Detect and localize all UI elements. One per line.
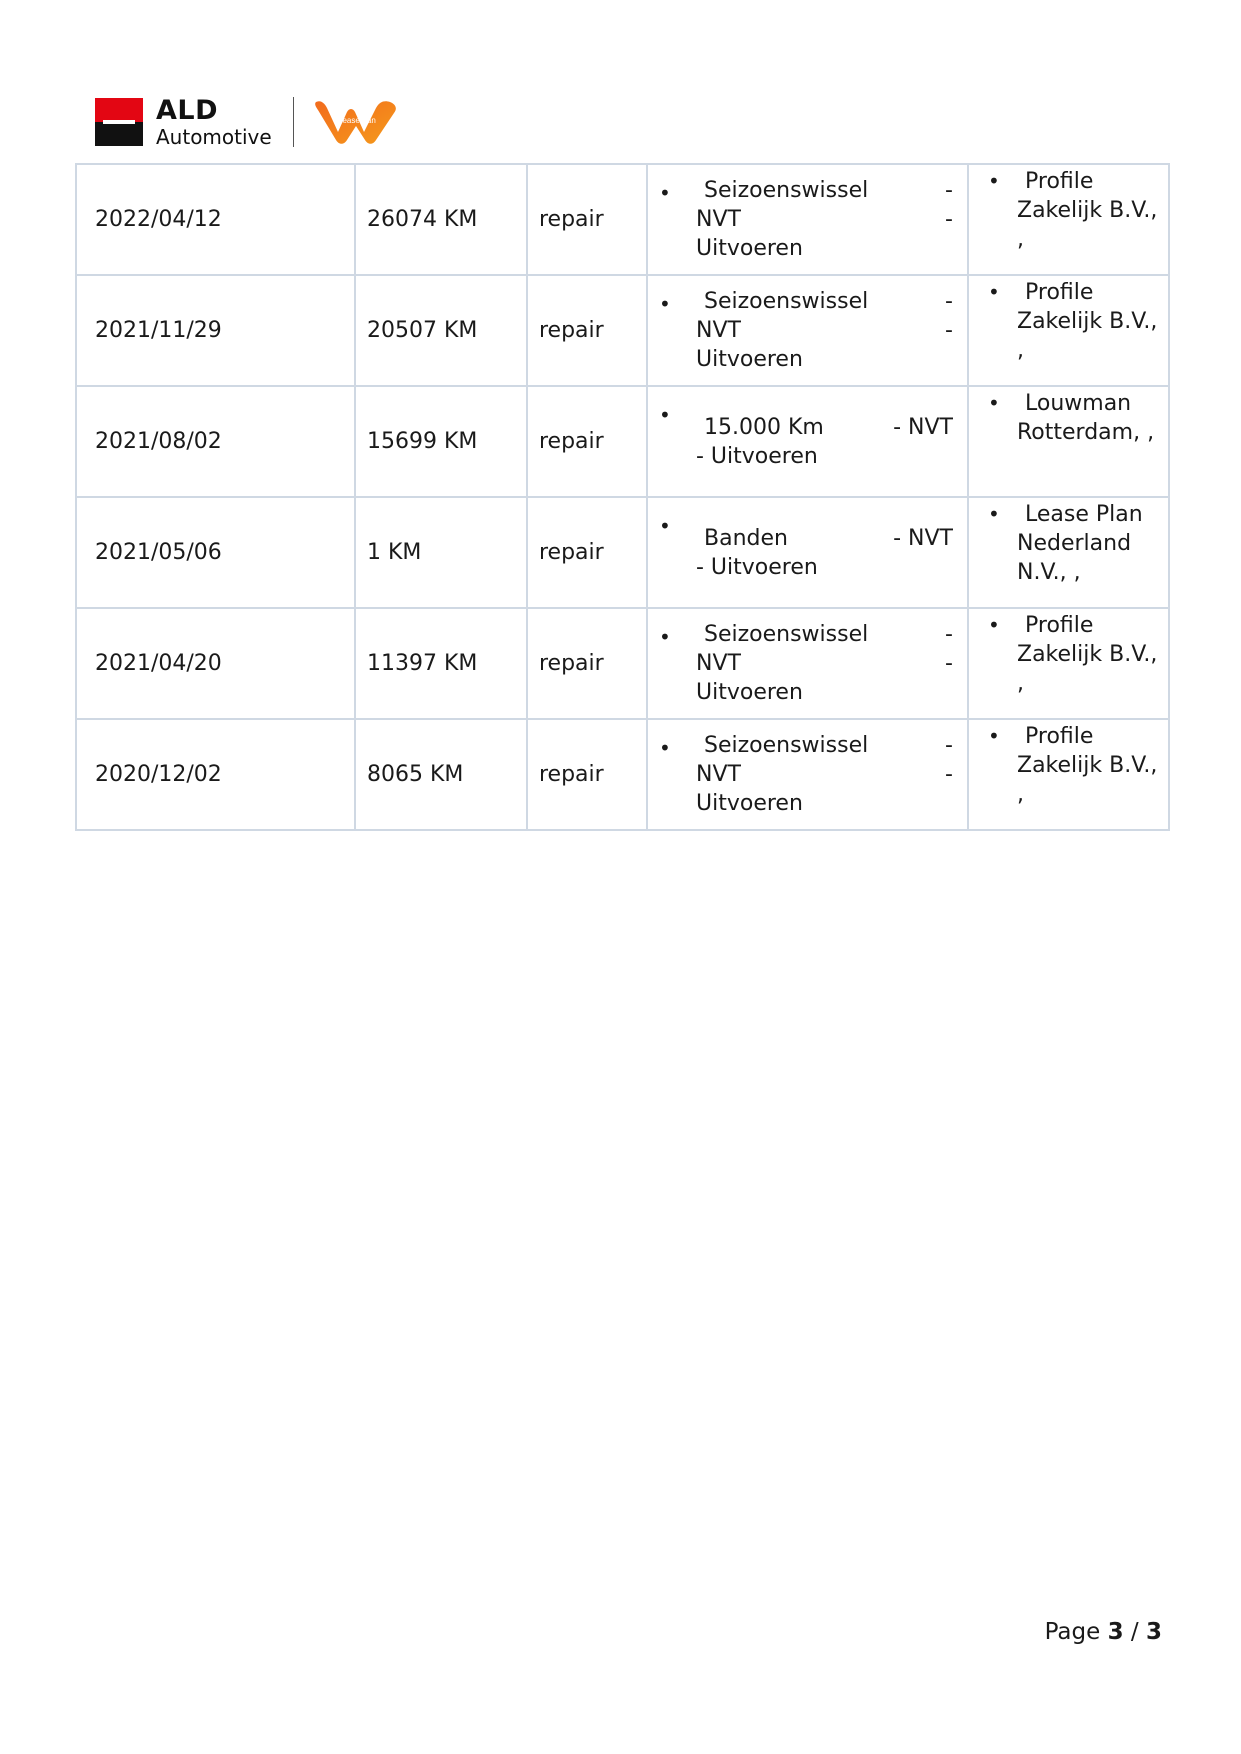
type-cell: repair — [527, 386, 647, 497]
operation-action: - Uitvoeren — [696, 554, 818, 580]
date-cell: 2021/05/06 — [76, 497, 355, 608]
dealer-name: Louwman Rotterdam, , — [1017, 391, 1155, 445]
table-row — [76, 608, 1169, 719]
date-cell: 2021/08/02 — [76, 386, 355, 497]
operation-name: Seizoenswissel — [704, 733, 869, 758]
bullet-icon: • — [988, 613, 1000, 637]
operation-status: NVT — [696, 207, 741, 232]
operation-action: Uitvoeren — [696, 680, 803, 705]
operation-cell: • Seizoenswissel - NVT - Uitvoeren — [647, 608, 968, 719]
ald-sub-text: Automotive — [156, 125, 272, 149]
operation-action: Uitvoeren — [696, 347, 803, 372]
bullet-icon: • — [659, 514, 671, 538]
type-cell: repair — [527, 719, 647, 830]
header — [95, 94, 400, 150]
bullet-icon: • — [659, 181, 671, 205]
bullet-icon: • — [659, 736, 671, 760]
current-page: 3 — [1107, 1619, 1124, 1645]
operation-name: Seizoenswissel — [704, 178, 869, 203]
mileage-cell: 11397 KM — [355, 608, 527, 719]
operation-action: Uitvoeren — [696, 236, 803, 261]
operation-name: Banden — [704, 525, 788, 551]
dealer-cell — [968, 164, 1169, 275]
date-cell: 2021/11/29 — [76, 275, 355, 386]
type-cell: repair — [527, 497, 647, 608]
date-cell: 2021/04/20 — [76, 608, 355, 719]
dealer-name: Profile Zakelijk B.V., , — [1017, 724, 1158, 807]
dealer-name: Lease Plan Nederland N.V., , — [1017, 502, 1143, 585]
dealer-name: Profile Zakelijk B.V., , — [1017, 169, 1158, 252]
dealer-cell — [968, 608, 1169, 719]
bullet-icon: • — [988, 391, 1000, 415]
mileage-cell: 15699 KM — [355, 386, 527, 497]
operation-cell: • Seizoenswissel - NVT - Uitvoeren — [647, 275, 968, 386]
svg-text:LeasePlan: LeasePlan — [337, 116, 376, 125]
date-cell: 2022/04/12 — [76, 164, 355, 275]
table-row — [76, 275, 1169, 386]
dealer-cell — [968, 275, 1169, 386]
operation-name: Seizoenswissel — [704, 622, 869, 647]
type-cell: repair — [527, 275, 647, 386]
page-number: Page 3 / 3 — [1044, 1619, 1162, 1645]
bullet-icon: • — [988, 169, 1000, 193]
type-cell: repair — [527, 608, 647, 719]
bullet-icon: • — [659, 403, 671, 427]
operation-action: Uitvoeren — [696, 791, 803, 816]
date-cell: 2020/12/02 — [76, 719, 355, 830]
service-history-table — [75, 163, 1170, 831]
mileage-cell: 26074 KM — [355, 164, 527, 275]
ald-mark-icon — [95, 98, 143, 146]
operation-status: NVT — [696, 651, 741, 676]
operation-action: - Uitvoeren — [696, 443, 818, 469]
table-row — [76, 719, 1169, 830]
operation-cell: • Seizoenswissel - NVT - Uitvoeren — [647, 164, 968, 275]
operation-cell: • 15.000 Km - NVT - Uitvoeren — [647, 386, 968, 497]
bullet-icon: • — [988, 724, 1000, 748]
table-row — [76, 386, 1169, 497]
mileage-cell: 1 KM — [355, 497, 527, 608]
logo-divider — [293, 97, 294, 147]
leaseplan-logo-icon — [314, 96, 400, 148]
table-row — [76, 497, 1169, 608]
ald-automotive-logo — [95, 97, 272, 147]
operation-status: NVT — [696, 318, 741, 343]
type-cell: repair — [527, 164, 647, 275]
dealer-name: Profile Zakelijk B.V., , — [1017, 613, 1158, 696]
dealer-name: Profile Zakelijk B.V., , — [1017, 280, 1158, 363]
dealer-cell — [968, 386, 1169, 497]
dealer-cell — [968, 497, 1169, 608]
operation-cell: • Banden - NVT - Uitvoeren — [647, 497, 968, 608]
ald-brand-text: ALD — [156, 95, 219, 126]
dealer-cell — [968, 719, 1169, 830]
bullet-icon: • — [659, 292, 671, 316]
table-row — [76, 164, 1169, 275]
bullet-icon: • — [988, 502, 1000, 526]
bullet-icon: • — [659, 625, 671, 649]
operation-name: 15.000 Km — [704, 414, 824, 440]
total-pages: 3 — [1145, 1619, 1162, 1645]
mileage-cell: 8065 KM — [355, 719, 527, 830]
operation-name: Seizoenswissel — [704, 289, 869, 314]
operation-cell: • Seizoenswissel - NVT - Uitvoeren — [647, 719, 968, 830]
bullet-icon: • — [988, 280, 1000, 304]
operation-status: NVT — [696, 762, 741, 787]
mileage-cell: 20507 KM — [355, 275, 527, 386]
